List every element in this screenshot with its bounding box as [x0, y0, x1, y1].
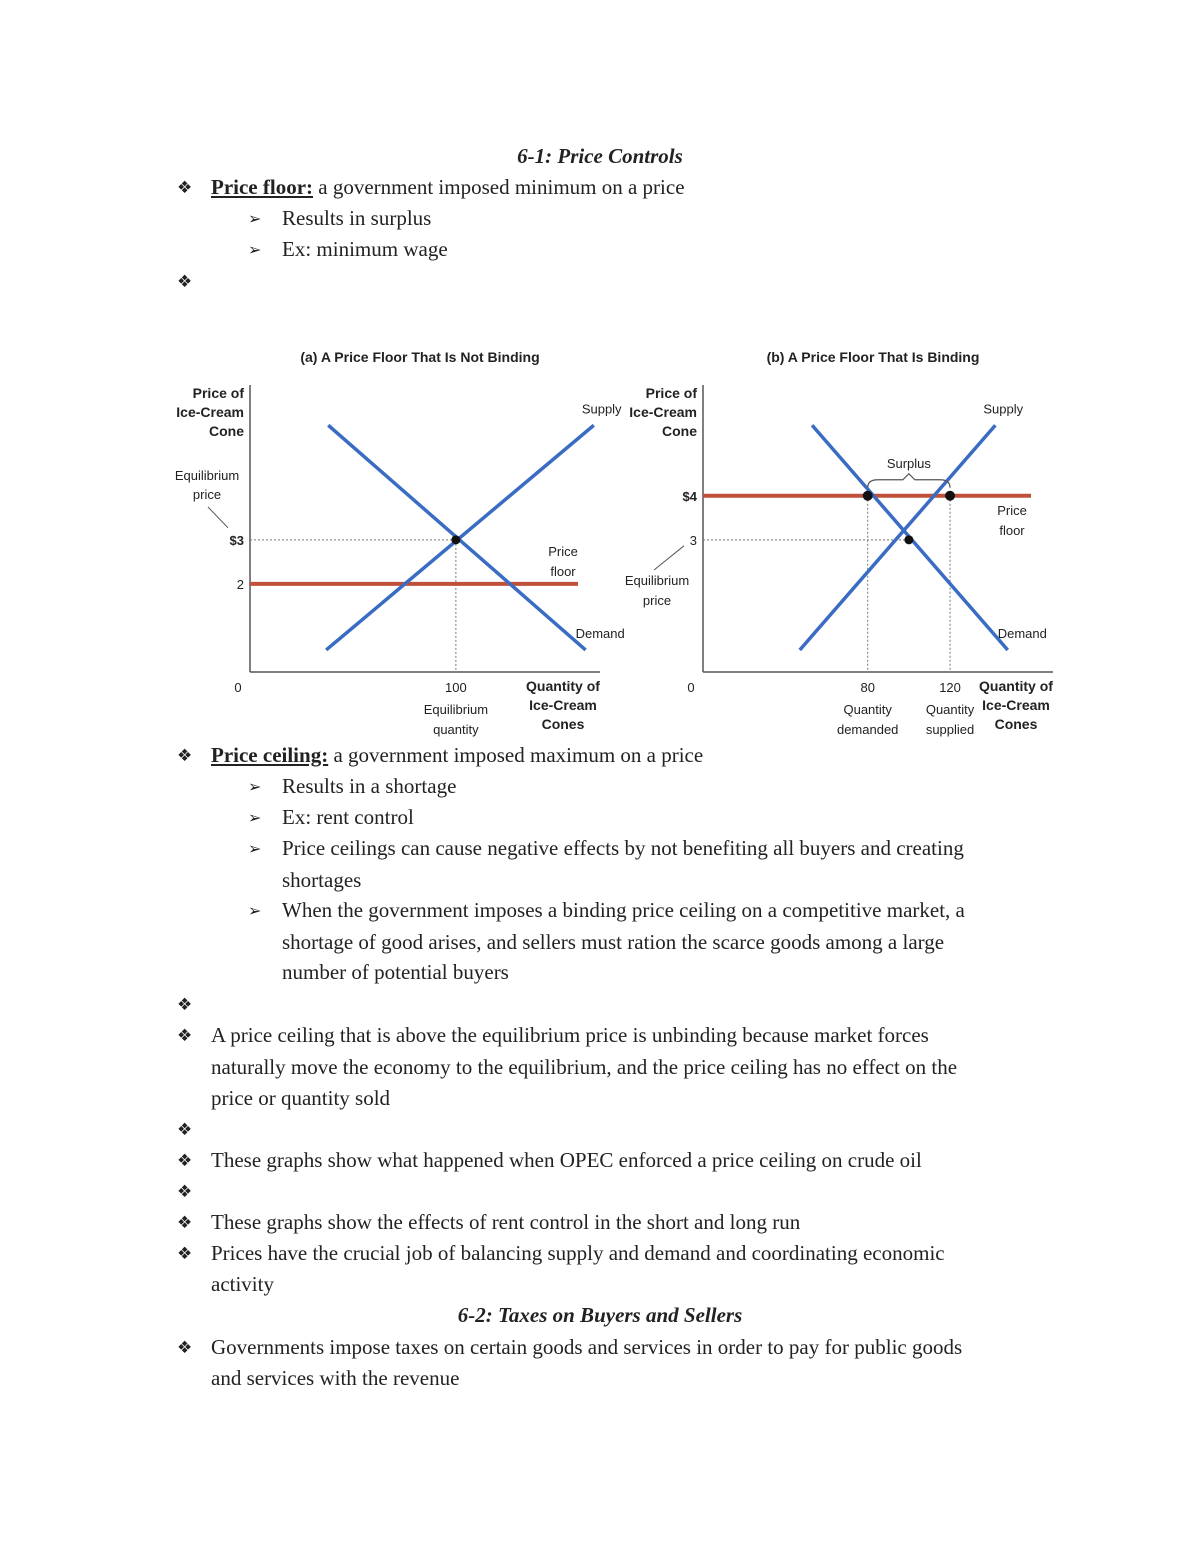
price-ceiling-subpoint: Results in a shortage	[282, 774, 457, 798]
bullet-text: These graphs show what happened when OPEC enforced a price ceiling on crude oil	[211, 1148, 922, 1172]
chart-a-y-axis-label: Cone	[209, 423, 244, 439]
price-ceiling-definition	[211, 743, 703, 767]
price-ceiling-subpoint: When the government imposes a binding price ceiling on a competitive market, a	[282, 898, 965, 922]
arrow-bullet-icon: ➢	[248, 839, 262, 858]
chart-b-surplus-brace	[868, 474, 950, 488]
bullet-diamond-icon: ❖	[177, 1213, 193, 1233]
chart-b-y-axis-label: Ice-Cream	[629, 404, 697, 420]
chart-b-y-axis-label: Cone	[662, 423, 697, 439]
chart-b-y-tick-label: 3	[689, 532, 697, 548]
arrow-bullet-icon: ➢	[248, 808, 262, 827]
chart-b-equilibrium-point	[904, 535, 913, 544]
price-ceiling-subpoint: shortage of good arises, and sellers must ration the scarce goods among a large	[282, 930, 945, 954]
chart-a-x-axis-label: Quantity of	[526, 678, 600, 694]
bullet-diamond-icon: ❖	[177, 995, 193, 1015]
chart-b-quantity-supplied-label: Quantity	[925, 702, 975, 717]
chart-b-x-tick-label: 120	[939, 680, 961, 695]
chart-a-x-axis-label: Ice-Cream	[529, 697, 597, 713]
chart-b-x-tick-label: 80	[860, 680, 875, 695]
arrow-bullet-icon: ➢	[248, 209, 262, 228]
bullet-text: and services with the revenue	[211, 1366, 460, 1390]
chart-a-price-floor-label: floor	[550, 563, 576, 579]
chart-a-title: (a) A Price Floor That Is Not Binding	[300, 349, 540, 365]
chart-b-supply-label: Supply	[983, 401, 1024, 417]
chart-a-origin-label: 0	[234, 680, 242, 695]
chart-a-y-axis-label: Ice-Cream	[176, 404, 244, 420]
bullet-diamond-icon: ❖	[177, 272, 193, 292]
bullet-diamond-icon: ❖	[177, 1338, 193, 1358]
chart-a-y-tick-label: 2	[236, 576, 244, 592]
price-ceiling-subpoint: shortages	[282, 868, 362, 892]
arrow-bullet-icon: ➢	[248, 240, 262, 259]
bullet-diamond-icon: ❖	[177, 1182, 193, 1202]
chart-b-y-axis-label: Price of	[645, 385, 697, 401]
price-ceiling-subpoint: number of potential buyers	[282, 960, 509, 984]
bullet-diamond-icon: ❖	[177, 1026, 193, 1046]
chart-a-equilibrium-point	[451, 535, 460, 544]
chart-a-price-floor-label: Price	[548, 543, 578, 559]
chart-b-floor-point	[863, 491, 873, 501]
price-ceiling-subpoint: Ex: rent control	[282, 805, 414, 829]
chart-a-supply-label: Supply	[581, 401, 622, 417]
chart-b-title: (b) A Price Floor That Is Binding	[766, 349, 980, 365]
arrow-bullet-icon: ➢	[248, 901, 262, 920]
chart-b-x-axis-label: Quantity of	[979, 678, 1053, 694]
chart-b-floor-point	[945, 491, 955, 501]
bullet-text: naturally move the economy to the equilibrium, and the price ceiling has no effect on the	[211, 1055, 958, 1079]
price-floor-text: a government imposed minimum on a price	[313, 175, 685, 199]
chart-b-origin-label: 0	[687, 680, 695, 695]
chart-b-x-axis-label: Ice-Cream	[982, 697, 1050, 713]
price-ceiling-text: a government imposed maximum on a price	[328, 743, 704, 767]
price-floor-term: Price floor:	[211, 175, 314, 199]
chart-b-price-floor-label: floor	[999, 522, 1025, 538]
chart-a-equilibrium-quantity-label: Equilibrium	[423, 702, 489, 717]
chart-b-surplus-label: Surplus	[886, 455, 931, 471]
price-ceiling-subpoint: Price ceilings can cause negative effects by not benefiting all buyers and creating	[282, 836, 964, 860]
chart-b-equilibrium-price-label: price	[642, 593, 672, 608]
chart-a-y-tick-label: $3	[229, 532, 244, 548]
section-heading-6-1: 6-1: Price Controls	[517, 144, 683, 168]
chart-a-equilibrium-price-label: price	[192, 487, 222, 502]
chart-a-equilibrium-price-pointer	[208, 507, 228, 528]
chart-a-x-tick-label: 100	[445, 680, 467, 695]
chart-b-equilibrium-price-label: Equilibrium	[624, 573, 690, 588]
bullet-text: price or quantity sold	[211, 1086, 391, 1110]
chart-a-equilibrium-price-label: Equilibrium	[174, 468, 240, 483]
bullet-diamond-icon: ❖	[177, 178, 193, 198]
chart-a-y-axis-label: Price of	[192, 385, 244, 401]
price-floor-subpoint: Results in surplus	[282, 206, 432, 230]
price-floor-definition	[211, 175, 685, 199]
bullet-diamond-icon: ❖	[177, 1244, 193, 1264]
chart-b-quantity-demanded-label: demanded	[836, 722, 899, 737]
chart-b-equilibrium-price-pointer	[654, 546, 684, 570]
chart-b-quantity-demanded-label: Quantity	[843, 702, 892, 717]
price-floor-subpoint: Ex: minimum wage	[282, 237, 448, 261]
chart-a-demand-label: Demand	[575, 625, 625, 641]
price-floor-charts	[0, 330, 1200, 740]
bullet-text: Prices have the crucial job of balancing supply and demand and coordinating economic	[211, 1241, 945, 1265]
bullet-text: These graphs show the effects of rent control in the short and long run	[211, 1210, 801, 1234]
price-ceiling-term: Price ceiling:	[211, 743, 329, 767]
chart-b-price-floor-label: Price	[997, 502, 1027, 518]
bullet-text: A price ceiling that is above the equilibrium price is unbinding because market forces	[211, 1023, 929, 1047]
chart-b-y-tick-label: $4	[682, 488, 697, 504]
bullet-diamond-icon: ❖	[177, 1120, 193, 1140]
bullet-text: Governments impose taxes on certain goods and services in order to pay for public goods	[211, 1335, 963, 1359]
arrow-bullet-icon: ➢	[248, 777, 262, 796]
chart-b-x-axis-label: Cones	[994, 716, 1038, 732]
bullet-text: activity	[211, 1272, 274, 1296]
bullet-diamond-icon: ❖	[177, 746, 193, 766]
section-heading-6-2: 6-2: Taxes on Buyers and Sellers	[457, 1303, 743, 1327]
bullet-diamond-icon: ❖	[177, 1151, 193, 1171]
chart-b-quantity-supplied-label: supplied	[925, 722, 975, 737]
chart-a-equilibrium-quantity-label: quantity	[433, 722, 479, 737]
chart-b-demand-label: Demand	[997, 625, 1047, 641]
chart-a-x-axis-label: Cones	[541, 716, 585, 732]
